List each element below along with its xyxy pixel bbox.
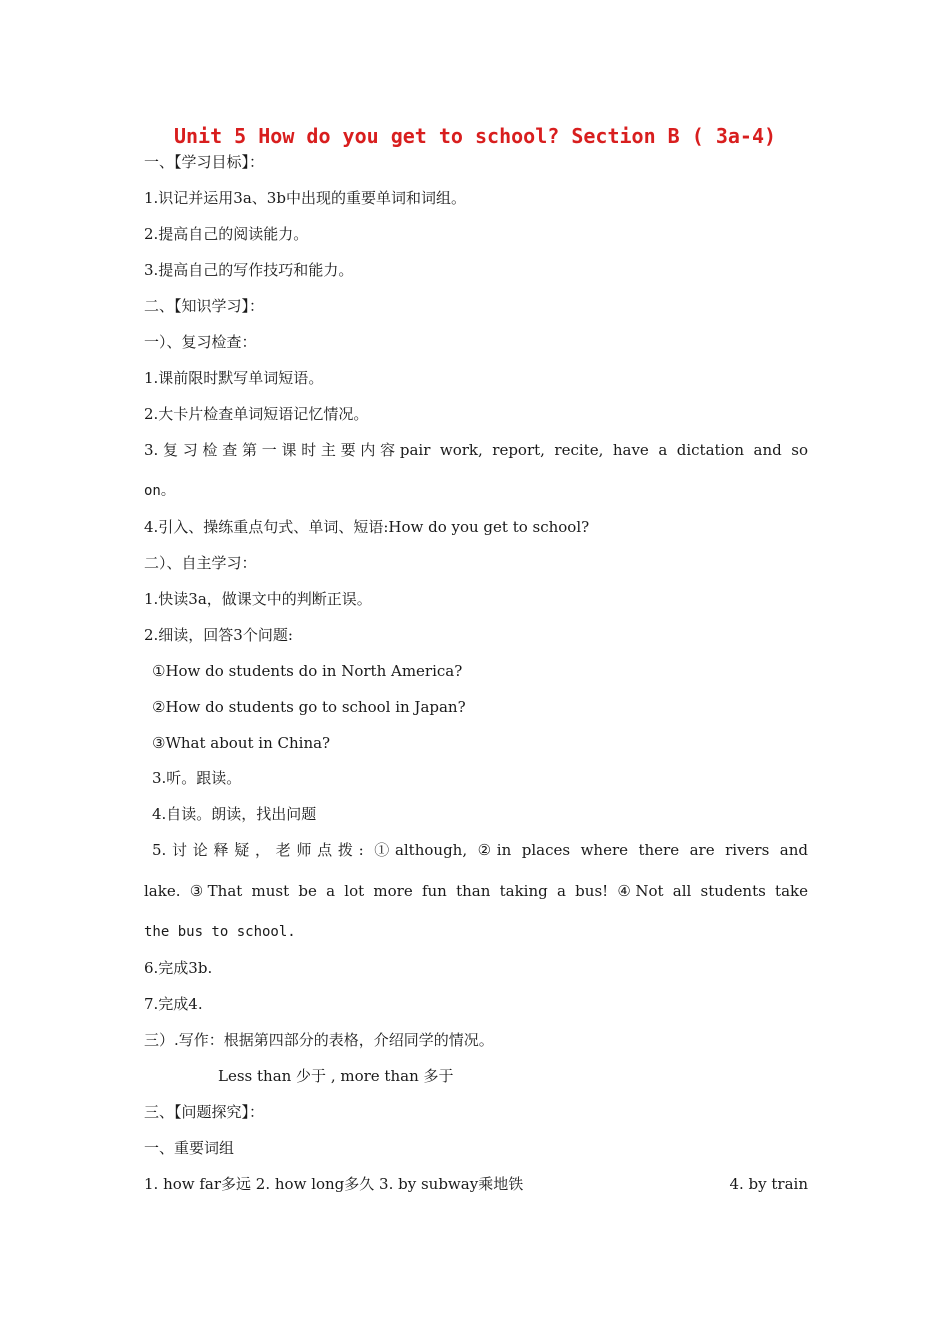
objective-item-2: 2.提高自己的阅读能力。 — [144, 225, 309, 243]
question-1: ①How do students do in North America? — [152, 662, 463, 680]
section-heading-knowledge: 二、【知识学习】： — [144, 297, 265, 315]
writing-phrases: Less than 少于 , more than 多于 — [218, 1067, 454, 1085]
self-study-item-2: 2.细读，回答3个问题: — [144, 626, 293, 644]
question-3: ③What about in China? — [152, 734, 331, 752]
review-item-4: 4.引入、操练重点句式、单词、短语:How do you get to school? — [144, 518, 590, 536]
self-study-item-4: 4.自读。朗读，找出问题 — [152, 805, 317, 823]
phrase-list-item-4: 4. by train — [729, 1175, 808, 1193]
self-study-item-7: 7.完成4. — [144, 995, 203, 1013]
section-heading-objectives: 一、【学习目标】： — [144, 153, 265, 171]
review-item-3: 3.复习检查第一课时主要内容pair work, report, recite, have a dictation and so — [144, 441, 808, 459]
self-study-item-3: 3.听。跟读。 — [152, 769, 242, 787]
self-study-item-5: 5.讨论释疑，老师点拨: ①although, ②in places where there are rivers and — [152, 841, 808, 859]
document-title: Unit 5 How do you get to school? Section B ( 3a-4) — [173, 124, 777, 148]
subsection-heading-writing: 三）.写作：根据第四部分的表格，介绍同学的情况。 — [144, 1031, 494, 1049]
objective-item-1: 1.识记并运用3a、3b中出现的重要单词和词组。 — [144, 189, 466, 207]
question-2: ②How do students go to school in Japan? — [152, 698, 466, 716]
self-study-item-5-end: the bus to school. — [144, 924, 296, 940]
self-study-item-1: 1.快读3a，做课文中的判断正误。 — [144, 590, 372, 608]
subsection-heading-self-study: 二）、自主学习： — [144, 554, 257, 572]
review-item-3-continued: on。 — [144, 483, 175, 499]
section-heading-inquiry: 三、【问题探究】： — [144, 1103, 265, 1121]
phrase-list-items-1-3: 1. how far多远 2. how long多久 3. by subway乘地铁 — [144, 1175, 524, 1193]
subsection-heading-review: 一）、复习检查： — [144, 333, 257, 351]
review-item-1: 1.课前限时默写单词短语。 — [144, 369, 324, 387]
objective-item-3: 3.提高自己的写作技巧和能力。 — [144, 261, 354, 279]
review-item-2: 2.大卡片检查单词短语记忆情况。 — [144, 405, 369, 423]
phrase-list-row — [144, 1174, 808, 1194]
self-study-item-5-continued: lake. ③That must be a lot more fun than taking a bus! ④Not all students take — [144, 882, 808, 900]
self-study-item-6: 6.完成3b. — [144, 959, 213, 977]
subsection-heading-phrases: 一、重要词组 — [144, 1139, 235, 1157]
